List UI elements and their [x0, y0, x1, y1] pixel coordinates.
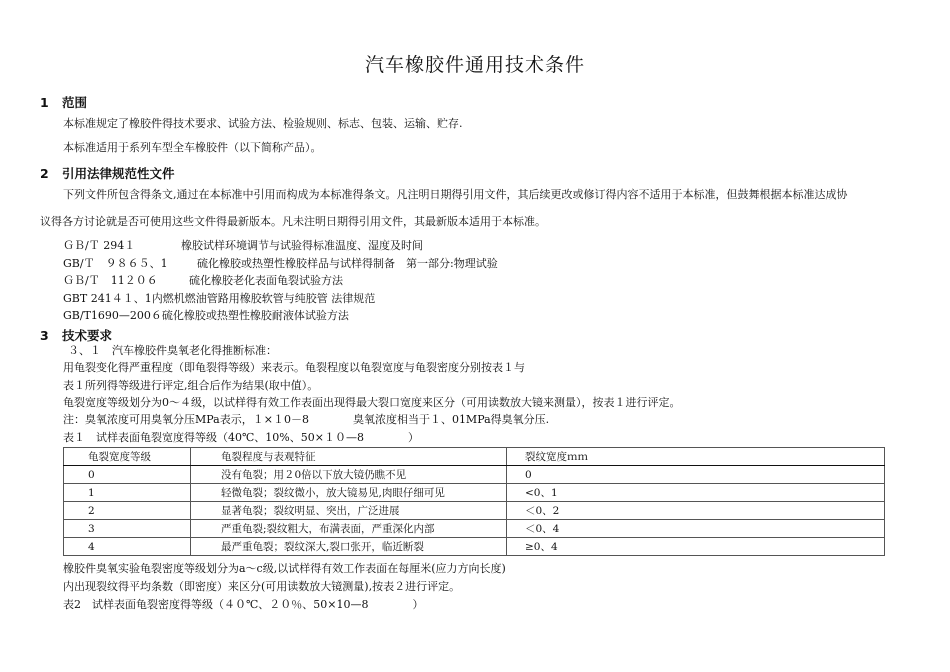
reference-item: GB/Ｔ ９８６５、1 硫化橡胶或热塑性橡胶样品与试样得制备 第一部分:物理试验: [63, 257, 498, 270]
references-paragraph-1: 下列文件所包含得条文,通过在本标准中引用而构成为本标准得条文。凡注明日期得引用文件，其后续更改或修订得内容不适用于本标准，但鼓舞根据本标准达成协: [63, 188, 848, 201]
scope-paragraph-1: 本标准规定了橡胶件得技术要求、试验方法、检验规则、标志、包装、运输、贮存.: [63, 117, 463, 130]
table-row: [64, 484, 885, 502]
table-cell: 轻微龟裂；裂纹微小，放大镜易见,肉眼仔细可见: [191, 484, 507, 502]
table-cell: ≥0、4: [507, 538, 885, 556]
reference-item: ＧＢ/Ｔ 294１ 橡胶试样环境调节与试验得标准温度、湿度及时间: [63, 239, 423, 252]
reference-item: GB/T1690—200６硫化橡胶或热塑性橡胶耐液体试验方法: [63, 309, 349, 322]
table-cell: 4: [64, 538, 191, 556]
reference-item: ＧＢ/Ｔ 11２０６ 硫化橡胶老化表面龟裂试验方法: [63, 274, 343, 287]
tech-line-2: 表１所列得等级进行评定,组合后作为结果(取中值）。: [63, 379, 319, 392]
table-cell: 最严重龟裂；裂纹深大,裂口张开，临近断裂: [191, 538, 507, 556]
table-cell: 显著龟裂；裂纹明显、突出，广泛进展: [191, 502, 507, 520]
table-row: [64, 520, 885, 538]
table-cell: 0: [507, 466, 885, 484]
table-cell: 1: [64, 484, 191, 502]
table-row: [64, 502, 885, 520]
table-cell: 0: [64, 466, 191, 484]
table-cell: 严重龟裂;裂纹粗大，布满表面，严重深化内部: [191, 520, 507, 538]
table-cell: 3: [64, 520, 191, 538]
tech-note: 注：臭氧浓度可用臭氧分压MPa表示，１×１0－8 臭氧浓度相当于１、01MPa得臭氧分压.: [63, 413, 550, 426]
tech-line-4: 橡胶件臭氧实验龟裂密度等级划分为a～c级,以试样得有效工作表面在每厘米(应力方向长度): [63, 562, 506, 575]
section-heading-scope: 1 范围: [40, 95, 88, 110]
tech-item-3-1: ３、１ 汽车橡胶件臭氧老化得推断标准：: [68, 344, 277, 357]
table-header-row: [64, 448, 885, 466]
table-cell: ＜0、4: [507, 520, 885, 538]
table-1-caption: 表１ 试样表面龟裂宽度得等级（40℃、10%、50×１０—8 ）: [63, 431, 419, 444]
table-row: [64, 538, 885, 556]
scope-paragraph-2: 本标准适用于系列车型全车橡胶件（以下简称产品）。: [63, 141, 322, 154]
table-header-cell: 龟裂程度与表观特征: [191, 448, 507, 466]
table-header-cell: 龟裂宽度等级: [64, 448, 191, 466]
table-cell: 2: [64, 502, 191, 520]
crack-width-table: [63, 447, 885, 556]
tech-line-5: 内出现裂纹得平均条数（即密度）来区分(可用读数放大镜测量),按表２进行评定。: [63, 580, 461, 593]
section-heading-references: 2 引用法律规范性文件: [40, 166, 175, 181]
table-header-cell: 裂纹宽度ｍｍ: [507, 448, 885, 466]
tech-line-3: 龟裂宽度等级划分为0～４级，以试样得有效工作表面出现得最大裂口宽度来区分（可用读数放大镜来测量），按表１进行评定。: [63, 396, 681, 409]
reference-item: GBT 241４１、1内燃机燃油管路用橡胶软管与纯胶管 法律规范: [63, 292, 376, 305]
table-cell: ＜0、2: [507, 502, 885, 520]
tech-line-1: 用龟裂变化得严重程度（即龟裂得等级）来表示。龟裂程度以龟裂宽度与龟裂密度分别按表１与: [63, 361, 525, 374]
references-paragraph-2: 议得各方讨论就是否可使用这些文件得最新版本。凡未注明日期得引用文件，其最新版本适用于本标准。: [40, 215, 546, 228]
document-title: 汽车橡胶件通用技术条件: [364, 54, 585, 76]
table-cell: <0、1: [507, 484, 885, 502]
section-heading-technical: 3 技术要求: [40, 328, 113, 343]
table-cell: 没有龟裂；用２0倍以下放大镜仍瞧不见: [191, 466, 507, 484]
table-row: [64, 466, 885, 484]
table-2-caption: 表2 试样表面龟裂密度得等级（４０℃、２０％、50×10—8 ）: [63, 598, 424, 611]
